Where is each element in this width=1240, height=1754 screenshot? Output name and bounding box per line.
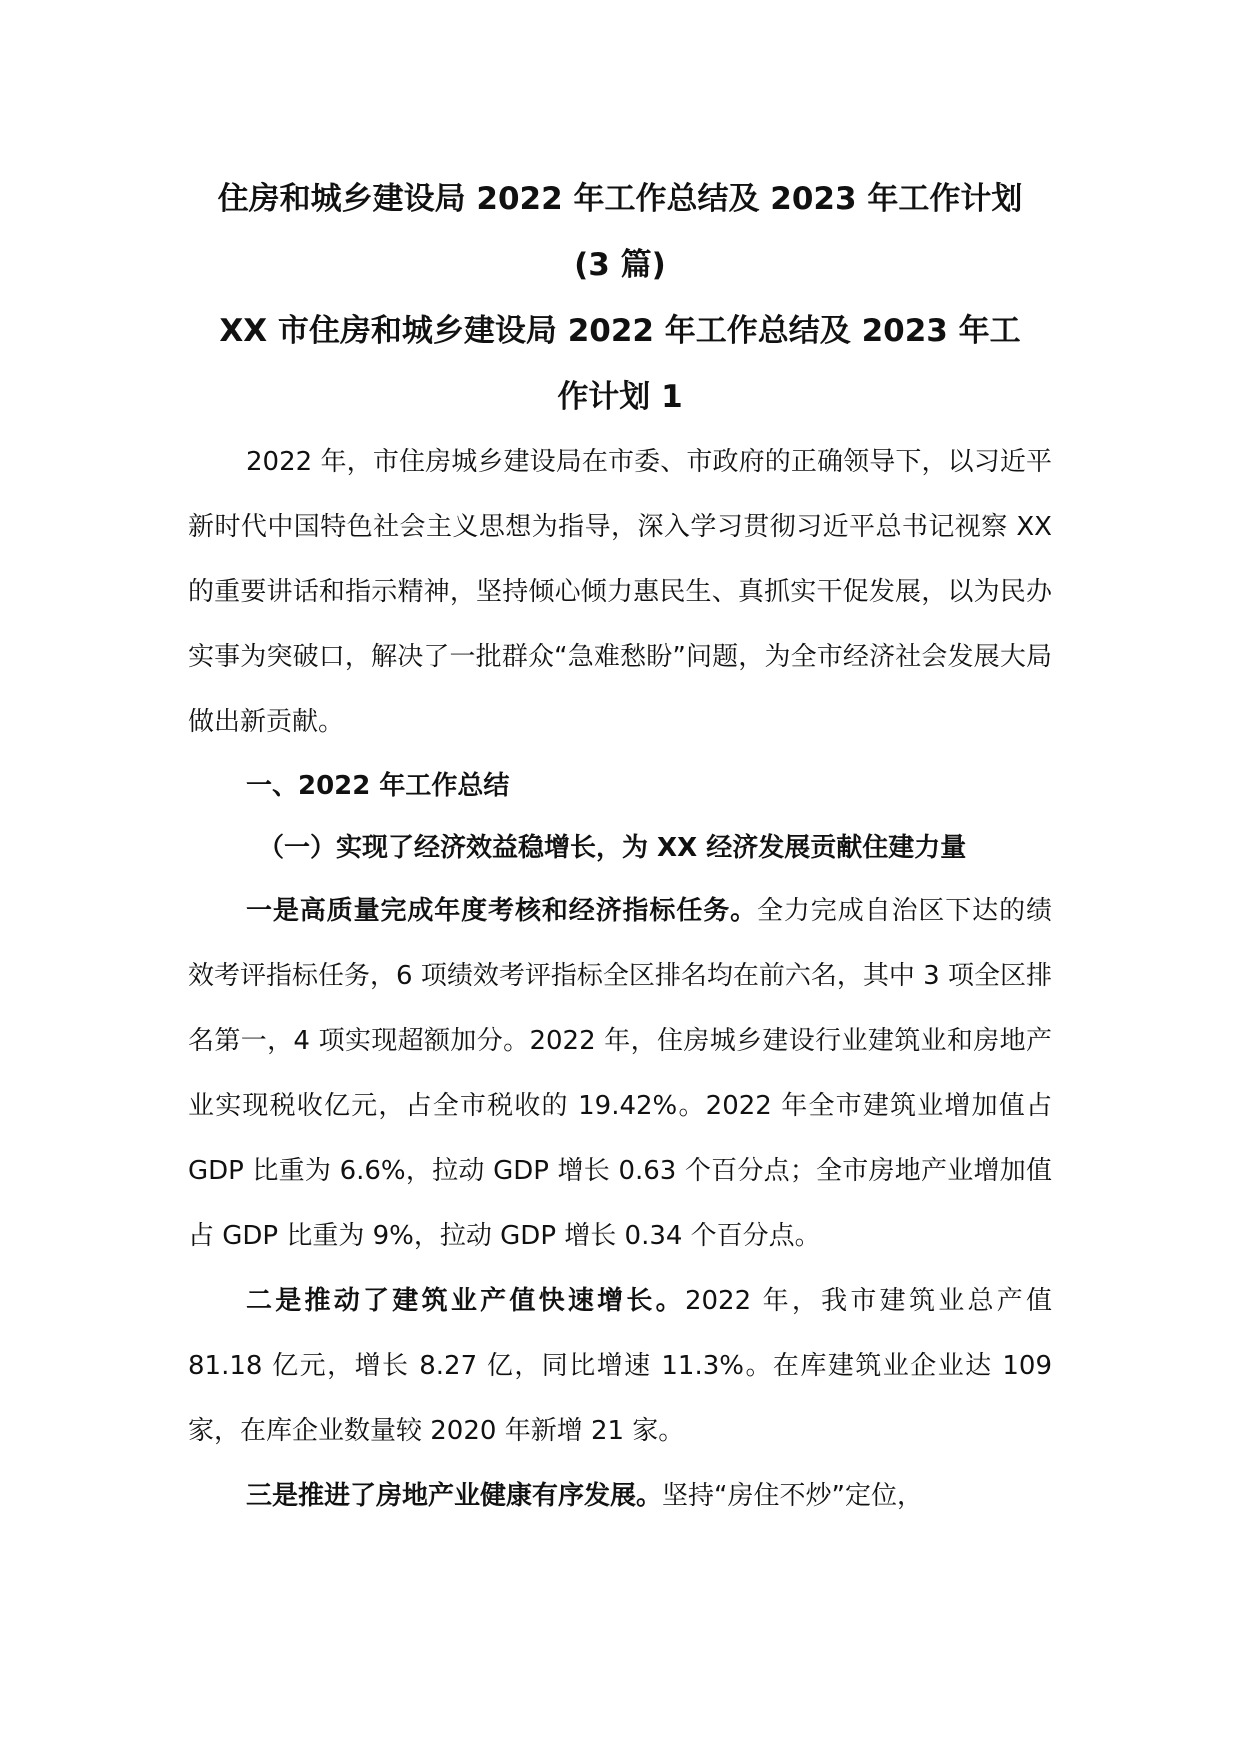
- point-three-lead: 三是推进了房地产业健康有序发展。: [246, 1481, 663, 1511]
- point-one-text: 全力完成自治区下达的绩效考评指标任务，6 项绩效考评指标全区排名均在前六名，其中 3 项全区排名第一，4 项实现超额加分。2022 年，住房城乡建设行业建筑业和房地产业实现税收亿元，占全市税收的 19.42%。2022 年全市建筑业增加值占 GDP 比重为 6.6%，拉动 GDP 增长 0.63 个百分点；全市房地产业增加值占 GDP 比重为 9%，拉动 GDP 增长 0.34 个百分点。: [188, 896, 1052, 1251]
- point-two-lead: 二是推动了建筑业产值快速增长。: [246, 1286, 685, 1316]
- section-heading-work-summary: 一、2022 年工作总结: [246, 771, 510, 801]
- point-one-lead: 一是高质量完成年度考核和经济指标任务。: [246, 896, 758, 926]
- point-two-paragraph: [188, 1269, 1052, 1464]
- point-one-paragraph: [188, 879, 1052, 1269]
- intro-paragraph: 2022 年，市住房城乡建设局在市委、市政府的正确领导下，以习近平新时代中国特色社会主义思想为指导，深入学习贯彻习近平总书记视察 XX 的重要讲话和指示精神，坚持倾心倾力惠民生、真抓实干促发展，以为民办实事为突破口，解决了一批群众“急难愁盼”问题，为全市经济社会发展大局做出新贡献。: [188, 447, 1052, 737]
- document-title-line-1: 住房和城乡建设局 2022 年工作总结及 2023 年工作计划: [217, 181, 1023, 217]
- point-three-paragraph: [188, 1464, 1052, 1529]
- document-subtitle-line-2: 作计划 1: [557, 379, 683, 415]
- document-subtitle-line-1: XX 市住房和城乡建设局 2022 年工作总结及 2023 年工: [219, 313, 1021, 349]
- subsection-heading-economic-benefit: （一）实现了经济效益稳增长，为 XX 经济发展贡献住建力量: [258, 833, 967, 863]
- document-body: [188, 166, 1052, 1529]
- point-two-text: 2022 年，我市建筑业总产值 81.18 亿元，增长 8.27 亿，同比增速 11.3%。在库建筑业企业达 109 家，在库企业数量较 2020 年新增 21 家。: [188, 1286, 1052, 1446]
- document-title-line-2: (3 篇): [574, 247, 666, 283]
- point-three-text: 坚持“房住不炒”定位，: [662, 1481, 923, 1511]
